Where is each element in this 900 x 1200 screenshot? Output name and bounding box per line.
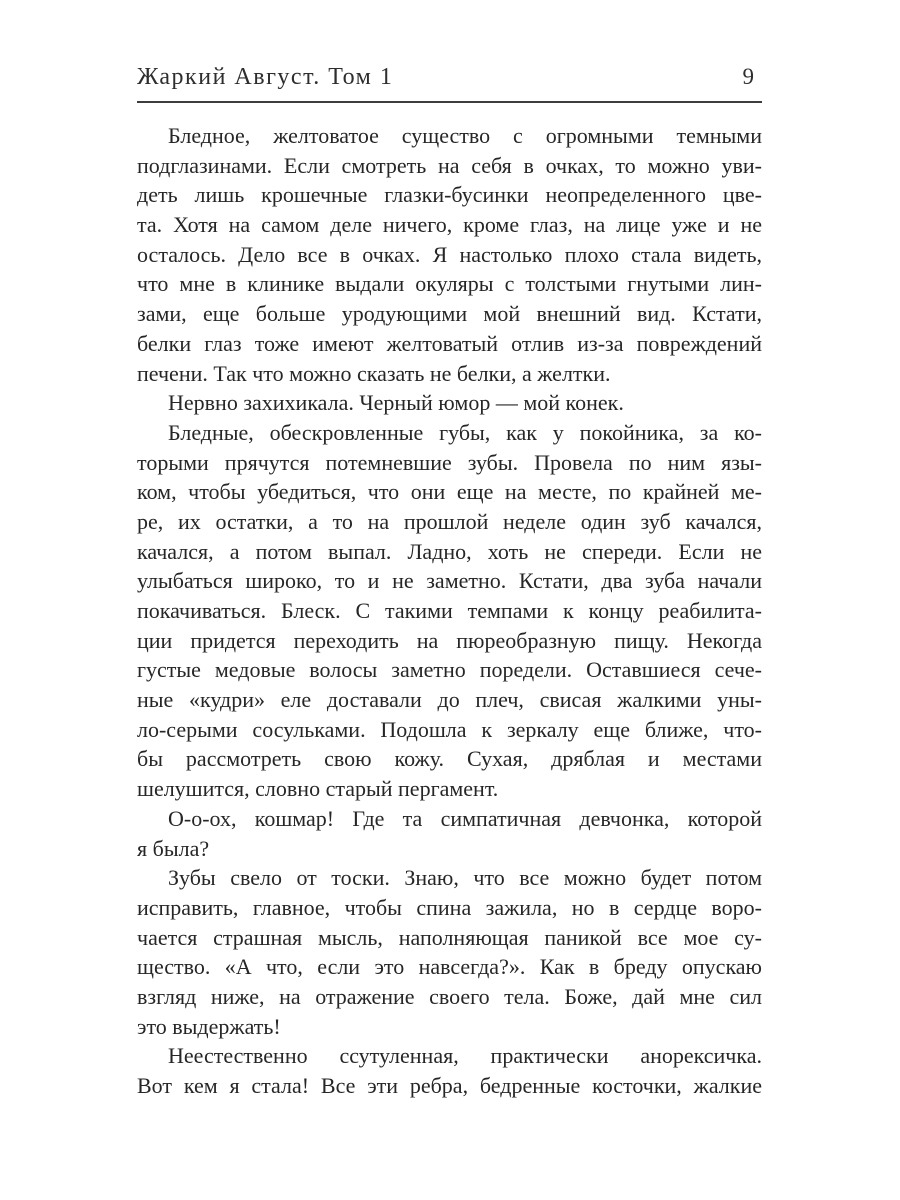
- text-line: белки глаз тоже имеют желтоватый отлив из-за повреждений: [137, 330, 762, 356]
- text-line: ции придется переходить на пюреобразную пищу. Некогда: [137, 627, 762, 653]
- text-line: исправить, главное, чтобы спина зажила, но в сердце воро-: [137, 894, 762, 920]
- text-line: печени. Так что можно сказать не белки, а желтки.: [137, 360, 611, 386]
- text-line: та. Хотя на самом деле ничего, кроме глаз, на лице уже и не: [137, 212, 762, 238]
- text-line: чается страшная мысль, наполняющая паникой все мое су-: [137, 924, 762, 950]
- text-line: ло-серыми сосульками. Подошла к зеркалу еще ближе, что-: [137, 716, 762, 742]
- text-line: Неестественно ссутуленная, практически анорексичка.: [168, 1043, 762, 1069]
- text-line: Вот кем я стала! Все эти ребра, бедренные косточки, жалкие: [137, 1073, 762, 1098]
- paragraph: [137, 418, 762, 804]
- text-line: Бледные, обескровленные губы, как у покойника, за ко-: [168, 419, 762, 445]
- text-line: густые медовые волосы заметно поредели. Оставшиеся сече-: [137, 657, 762, 683]
- text-line: ком, чтобы убедиться, что они еще на месте, по крайней ме-: [137, 479, 762, 505]
- text-line: ные «кудри» еле доставали до плеч, свисая жалкими уны-: [137, 687, 762, 713]
- text-line: О-о-ох, кошмар! Где та симпатичная девчонка, которой: [168, 805, 762, 831]
- text-line: это выдержать!: [137, 1013, 281, 1039]
- paragraph: [137, 804, 762, 863]
- paragraph: [137, 121, 762, 388]
- text-line: торыми прячутся потемневшие зубы. Провела по ним язы-: [137, 449, 762, 475]
- text-line: щество. «А что, если это навсегда?». Как в бреду опускаю: [137, 954, 762, 980]
- text-line: ре, их остатки, а то на прошлой неделе один зуб качался,: [137, 508, 762, 534]
- text-line: подглазинами. Если смотреть на себя в очках, то можно уви-: [137, 152, 762, 178]
- page-content: [137, 0, 762, 1101]
- text-line: Бледное, желтоватое существо с огромными темными: [168, 123, 762, 148]
- header-divider: [137, 101, 762, 103]
- text-line: я была?: [137, 835, 210, 861]
- text-line: что мне в клинике выдали окуляры с толстыми гнутыми лин-: [137, 271, 762, 297]
- text-line: взгляд ниже, на отражение своего тела. Боже, дай мне сил: [137, 983, 762, 1009]
- page-text: [137, 121, 762, 1101]
- text-line: Зубы свело от тоски. Знаю, что все можно будет потом: [168, 865, 762, 891]
- paragraph: [137, 1041, 762, 1100]
- text-line: качался, а потом выпал. Ладно, хоть не спереди. Если не: [137, 538, 762, 564]
- paragraph: [137, 863, 762, 1041]
- text-line: бы рассмотреть свою кожу. Сухая, дряблая и местами: [137, 746, 762, 772]
- text-line: зами, еще больше уродующими мой внешний вид. Кстати,: [137, 301, 762, 327]
- text-line: шелушится, словно старый пергамент.: [137, 776, 499, 802]
- text-line: деть лишь крошечные глазки-бусинки неопределенного цве-: [137, 182, 762, 208]
- page-number: 9: [742, 64, 754, 89]
- text-line: улыбаться широко, то и не заметно. Кстати, два зуба начали: [137, 568, 762, 594]
- running-header: [137, 0, 762, 92]
- book-title: Жаркий Август. Том 1: [137, 64, 394, 90]
- text-line: Нервно захихикала. Черный юмор — мой конек.: [168, 390, 624, 416]
- paragraph: [137, 388, 762, 418]
- text-line: покачиваться. Блеск. С такими темпами к концу реабилита-: [137, 598, 762, 623]
- text-line: осталось. Дело все в очках. Я настолько плохо стала видеть,: [137, 241, 762, 267]
